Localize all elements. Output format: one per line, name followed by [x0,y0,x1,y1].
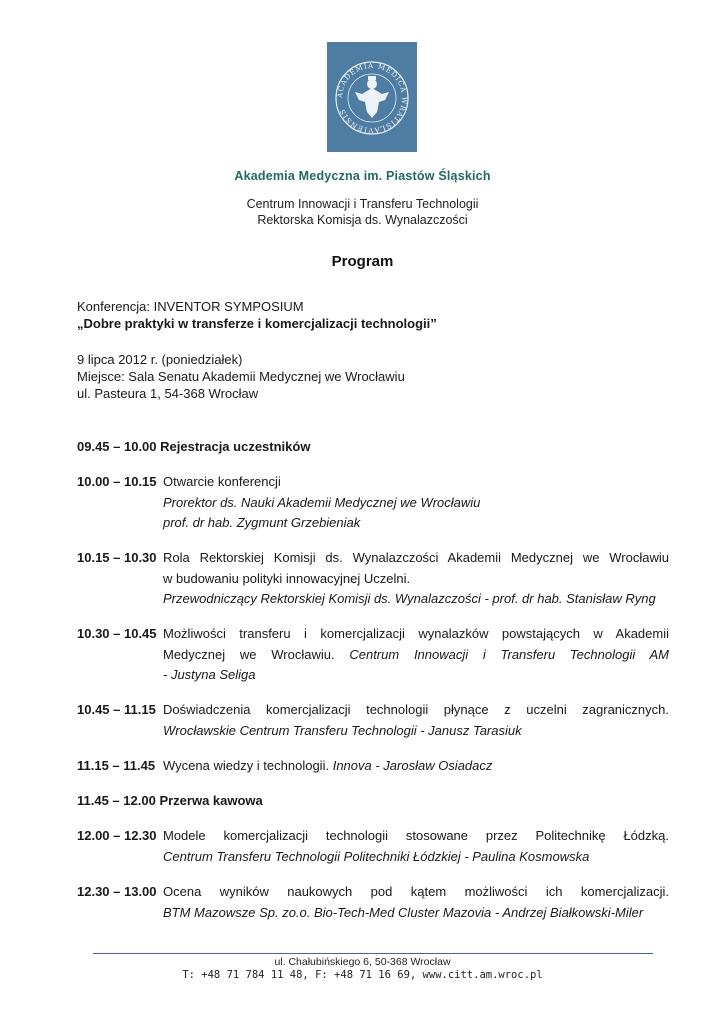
agenda-item [77,791,669,812]
agenda-title: Modele komercjalizacji technologii stosowane przez Politechnikę Łódzką. [163,828,669,843]
footer-address: ul. Chałubińskiego 6, 50-368 Wrocław [274,956,451,968]
footer-contact: T: +48 71 784 11 48, F: +48 71 16 69, www.citt.am.wroc.pl [182,969,543,981]
agenda-time: 11.45 – 12.00 [77,793,156,808]
agenda-title: Ocena wyników naukowych pod kątem możliwości ich komercjalizacji. [163,884,669,899]
agenda-title-cont: Medycznej we Wrocławiu. [163,646,335,662]
institution-name: Akademia Medyczna im. Piastów Śląskich [234,169,491,183]
agenda-title: Wycena wiedzy i technologii. [163,758,330,773]
agenda-time: 10.30 – 10.45 [77,626,157,641]
agenda-time: 12.00 – 12.30 [77,828,157,843]
department-line-1: Centrum Innowacji i Transferu Technologii [246,197,479,211]
logo-text: ACADEMIA MEDICA WRATISLAVIENSIS [335,61,409,135]
agenda-speaker: Prorektor ds. Nauki Akademii Medycznej we Wrocławiu [163,494,481,510]
agenda-title: Rola Rektorskiej Komisji ds. Wynalazczości Akademii Medycznej we Wrocławiu [163,550,669,565]
agenda-time: 09.45 – 10.00 [77,439,157,454]
page-title: Program [331,253,394,270]
agenda-title: Rejestracja uczestników [160,439,311,454]
department-line-2: Rektorska Komisja ds. Wynalazczości [257,213,468,227]
agenda-speaker: Innova - Jarosław Osiadacz [332,758,493,773]
agenda-title: Otwarcie konferencji [163,474,281,489]
agenda-item [77,437,669,458]
agenda-speaker: Centrum Innowacji i Transferu Technologii AM [349,646,669,662]
agenda-time: 10.15 – 10.30 [77,550,157,565]
conference-info [77,298,437,332]
agenda-speaker: Przewodniczący Rektorskiej Komisji ds. Wynalazczości - prof. dr hab. Stanisław Ryng [163,591,656,606]
agenda-time: 10.45 – 11.15 [77,702,156,717]
agenda-time: 12.30 – 13.00 [77,884,157,899]
agenda-time: 11.15 – 11.45 [77,758,156,773]
conference-address: ul. Pasteura 1, 54-368 Wrocław [77,386,259,401]
university-seal-logo [327,42,417,152]
agenda-speaker-name: prof. dr hab. Zygmunt Grzebieniak [163,515,361,530]
agenda-speaker: Wrocławskie Centrum Transferu Technologii - Janusz Tarasiuk [163,722,522,738]
agenda-title-cont: w budowaniu polityki innowacyjnej Uczelni. [163,570,411,586]
conference-name: Konferencja: INVENTOR SYMPOSIUM [77,299,304,314]
agenda-title: Możliwości transferu i komercjalizacji wynalazków powstających w Akademii [163,626,669,641]
conference-subtitle: „Dobre praktyki w transferze i komercjalizacji technologii” [77,316,437,331]
conference-date: 9 lipca 2012 r. (poniedziałek) [77,352,243,367]
agenda-time: 10.00 – 10.15 [77,474,157,489]
conference-venue: Miejsce: Sala Senatu Akademii Medycznej we Wrocławiu [77,369,405,384]
footer-divider [93,953,653,954]
agenda-speaker-name: - Justyna Seliga [163,667,256,682]
conference-details [77,351,405,402]
agenda-speaker: BTM Mazowsze Sp. zo.o. Bio-Tech-Med Cluster Mazovia - Andrzej Białkowski-Miler [163,904,644,920]
agenda-title: Przerwa kawowa [159,793,263,808]
agenda-speaker: Centrum Transferu Technologii Politechniki Łódzkiej - Paulina Kosmowska [163,848,590,864]
agenda-title: Doświadczenia komercjalizacji technologii płynące z uczelni zagranicznych. [163,702,669,717]
